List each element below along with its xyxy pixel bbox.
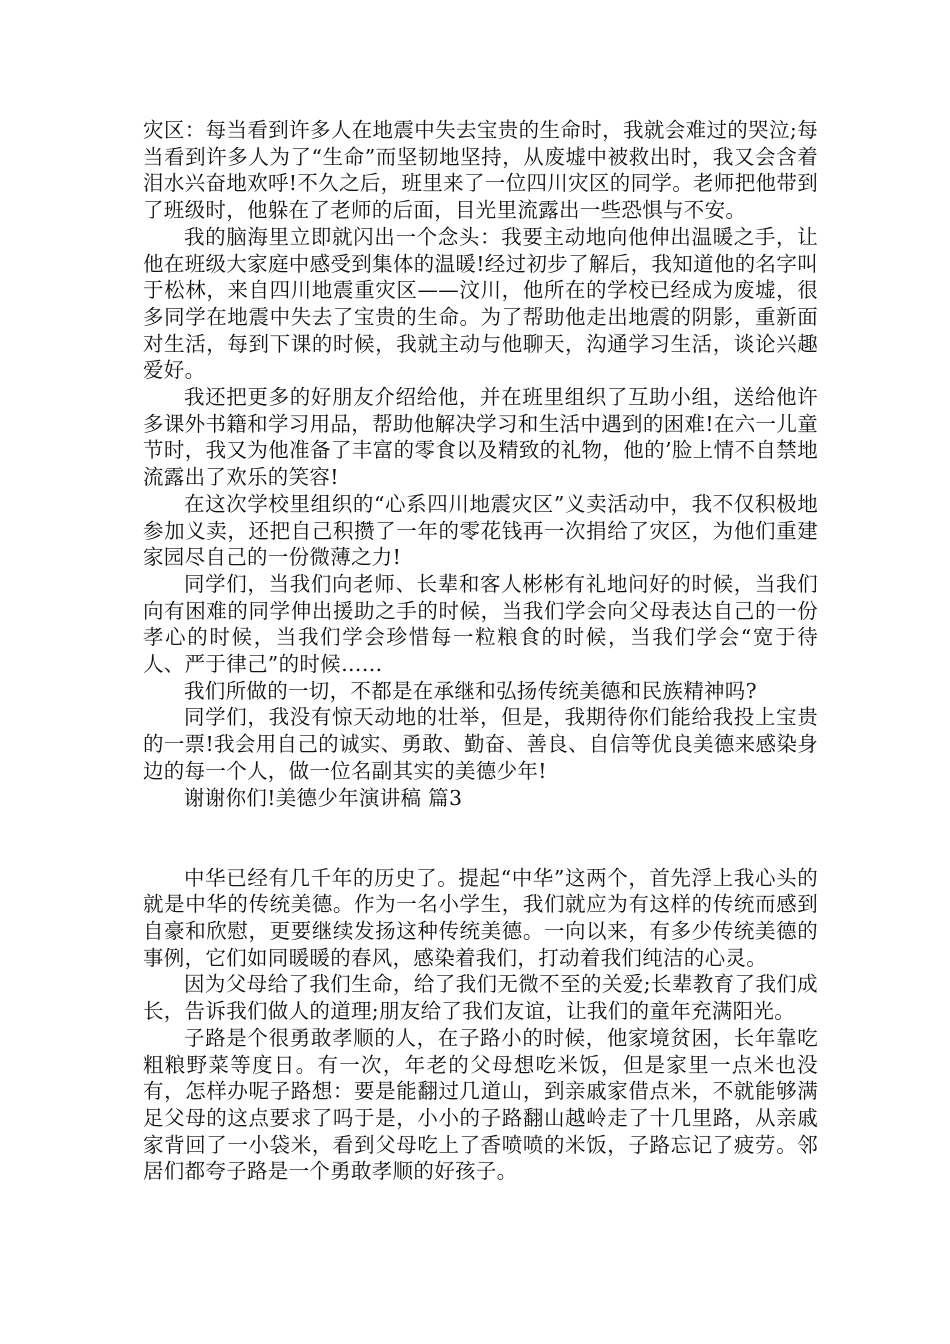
paragraph-classmates: 同学们，当我们向老师、长辈和客人彬彬有礼地问好的时候，当我们向有困难的同学伸出援助之手的时候，当我们学会向父母表达自己的一份孝心的时候，当我们学会珍惜每一粒粮食的时候，当我们学会“宽于待人、严于律己”的时候…… [143,571,818,677]
paragraph-friends: 我还把更多的好朋友介绍给他，并在班里组织了互助小组，送给他许多课外书籍和学习用品，帮助他解决学习和生活中遇到的困难!在六一儿童节时，我又为他准备了丰富的零食以及精致的礼物，他的’脸上情不自禁地流露出了欢乐的笑容! [143,385,818,490]
paragraph-helping-hand: 我的脑海里立即就闪出一个念头：我要主动地向他伸出温暖之手，让他在班级大家庭中感受到集体的温暖!经过初步了解后，我知道他的名字叫于松林，来自四川地震重灾区——汶川，他所在的学校已经成为废墟，很多同学在地震中失去了宝贵的生命。为了帮助他走出地震的阴影，重新面对生活，每到下课的时候，我就主动与他聊天，沟通学习生活，谈论兴趣爱好。 [143,224,818,383]
paragraph-disaster-area: 灾区：每当看到许多人在地震中失去宝贵的生命时，我就会难过的哭泣;每当看到许多人为了“生命”而坚韧地坚持，从废墟中被救出时，我又会含着泪水兴奋地欢呼!不久之后，班里来了一位四川灾区的同学。老师把他带到了班级时，他躲在了老师的后面，目光里流露出一些恐惧与不安。 [143,118,818,223]
paragraph-chinese-virtues: 中华已经有几千年的历史了。提起“中华”这两个，首先浮上我心头的就是中华的传统美德。作为一名小学生，我们就应为有这样的传统而感到自豪和欣慰，更要继续发扬这种传统美德。一向以来，有多少传统美德的事例，它们如同暖暖的春风，感染着我们，打动着我们纯洁的心灵。 [143,865,818,970]
document-page [143,117,818,1185]
paragraph-vote: 同学们，我没有惊天动地的壮举，但是，我期待你们能给我投上宝贵的一票!我会用自己的诚实、勇敢、勤奋、善良、自信等优良美德来感染身边的每一个人，做一位名副其实的美德少年! [143,705,818,783]
paragraph-charity-sale: 在这次学校里组织的“心系四川地震灾区”义卖活动中，我不仅积极地参加义卖，还把自己积攒了一年的零花钱再一次捐给了灾区，为他们重建家园尽自己的一份微薄之力! [143,491,818,570]
section-gap [143,811,818,864]
paragraph-question: 我们所做的一切，不都是在承继和弘扬传统美德和民族精神吗? [184,678,757,703]
paragraph-parents: 因为父母给了我们生命，给了我们无微不至的关爱;长辈教育了我们成长，告诉我们做人的道理;朋友给了我们友谊，让我们的童年充满阳光。 [143,972,818,1024]
paragraph-zilu-story: 子路是个很勇敢孝顺的人，在子路小的时候，他家境贫困，长年靠吃粗粮野菜等度日。有一次，年老的父母想吃米饭，但是家里一点米也没有，怎样办呢子路想：要是能翻过几道山，到亲戚家借点米，不就能够满足父母的这点要求了吗于是，小小的子路翻山越岭走了十几里路，从亲戚家背回了一小袋米，看到父母吃上了香喷喷的米饭，子路忘记了疲劳。邻居们都夸子路是一个勇敢孝顺的好孩子。 [143,1025,818,1184]
section-heading: 谢谢你们!美德少年演讲稿 篇3 [184,785,463,810]
